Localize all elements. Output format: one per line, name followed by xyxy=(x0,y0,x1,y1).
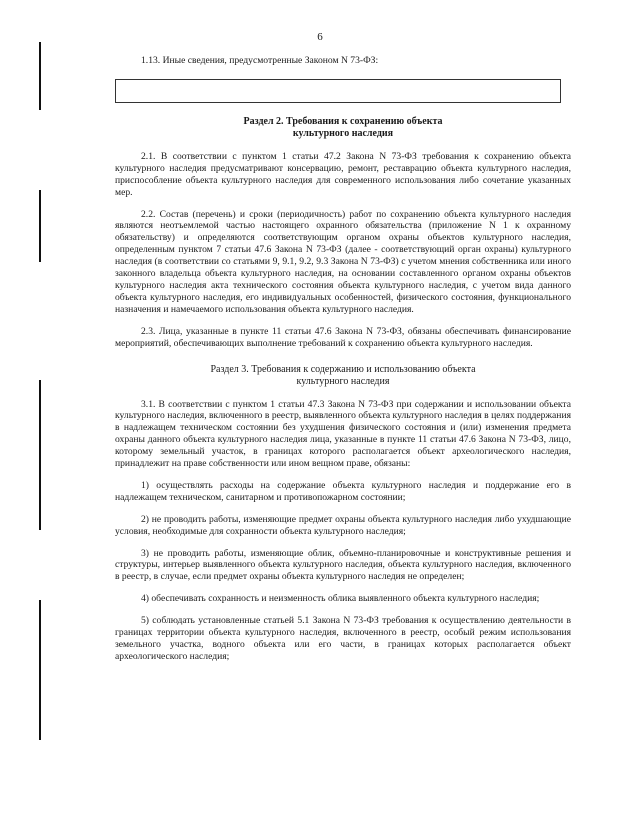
item-1-13-field xyxy=(115,79,561,103)
scan-margin-line xyxy=(39,380,41,530)
scan-margin-line xyxy=(39,190,41,262)
obligation-item-4: 4) обеспечивать сохранность и неизменность облика выявленного объекта культурного наследия; xyxy=(141,593,540,605)
paragraph-2-1: 2.1. В соответствии с пунктом 1 статьи 47.2 Закона N 73-ФЗ требования к сохранению объекта культурного наследия предусматривают консервацию, ремонт, реставрацию объекта культурного наследия, приспособление объекта культурного наследия для современного использования либо сочетание указанных мер. xyxy=(115,150,571,198)
scan-margin-line xyxy=(39,600,41,740)
obligation-item-3: 3) не проводить работы, изменяющие облик, объемно-планировочные и конструктивные решения и структуры, интерьер выявленного объекта культурного наследия, объекта культурного наследия, включенного в реестр, в случае, если предмет охраны объекта культурного наследия не определен; xyxy=(115,547,571,583)
item-1-13-label: 1.13. Иные сведения, предусмотренные Законом N 73-ФЗ: xyxy=(141,55,379,66)
paragraph-2-3: 2.3. Лица, указанные в пункте 11 статьи 47.6 Закона N 73-ФЗ, обязаны обеспечивать финансирование мероприятий, обеспечивающих выполнение требований к сохранению объекта культурного наследия. xyxy=(115,325,571,349)
page-number: 6 xyxy=(317,31,323,43)
paragraph-2-2: 2.2. Состав (перечень) и сроки (периодичность) работ по сохранению объекта культурного наследия являются неотъемлемой частью настоящего охранного обязательства (приложение N 1 к охранному обязательству) и определяются соответствующим органом охраны объектов культурного наследия, определенным пунктом 7 статьи 47.6 Закона N 73-ФЗ (далее - соответствующий орган охраны) культурного наследия (в соответствии со статьями 9, 9.1, 9.2, 9.3 Закона N 73-ФЗ) с учетом мнения собственника или иного законного владельца объекта культурного наследия, на основании составленного органом охраны объектов культурного наследия акта технического состояния объекта культурного наследия, с учетом вида данного объекта культурного наследия, его индивидуальных особенностей, физического состояния, функционального назначения и намечаемого использования объекта культурного наследия. xyxy=(115,208,571,315)
scan-margin-line xyxy=(39,42,41,110)
obligation-item-1: 1) осуществлять расходы на содержание объекта культурного наследия и поддержание его в надлежащем техническом, санитарном и противопожарном состоянии; xyxy=(115,479,571,503)
section-3-title: Раздел 3. Требования к содержанию и использованию объекта xyxy=(210,363,476,375)
section-2-title: Раздел 2. Требования к сохранению объекта xyxy=(243,115,443,127)
obligation-item-2: 2) не проводить работы, изменяющие предмет охраны объекта культурного наследия либо ухудшающие условия, необходимые для сохранности объекта культурного наследия; xyxy=(115,513,571,537)
section-3-title-cont: культурного наследия xyxy=(296,375,390,387)
section-2-title-cont: культурного наследия xyxy=(292,127,394,139)
document-body xyxy=(115,55,571,663)
paragraph-3-1: 3.1. В соответствии с пунктом 1 статьи 47.3 Закона N 73-ФЗ при содержании и использовании объекта культурного наследия, включенного в реестр, выявленного объекта культурного наследия в целях поддержания в надлежащем техническом состоянии без ухудшения физического состояния и (или) изменения предмета охраны данного объекта культурного наследия лица, указанные в пункте 11 статьи 47.6 Закона N 73-ФЗ, лицо, которому земельный участок, в границах которого располагается объект археологического наследия, принадлежит на праве собственности или ином вещном праве, обязаны: xyxy=(115,398,571,470)
obligation-item-5: 5) соблюдать установленные статьей 5.1 Закона N 73-ФЗ требования к осуществлению деятельности в границах территории объекта культурного наследия, включенного в реестр, особый режим использования земельного участка, водного объекта или его части, в границах которых располагается объект археологического наследия; xyxy=(115,615,571,662)
